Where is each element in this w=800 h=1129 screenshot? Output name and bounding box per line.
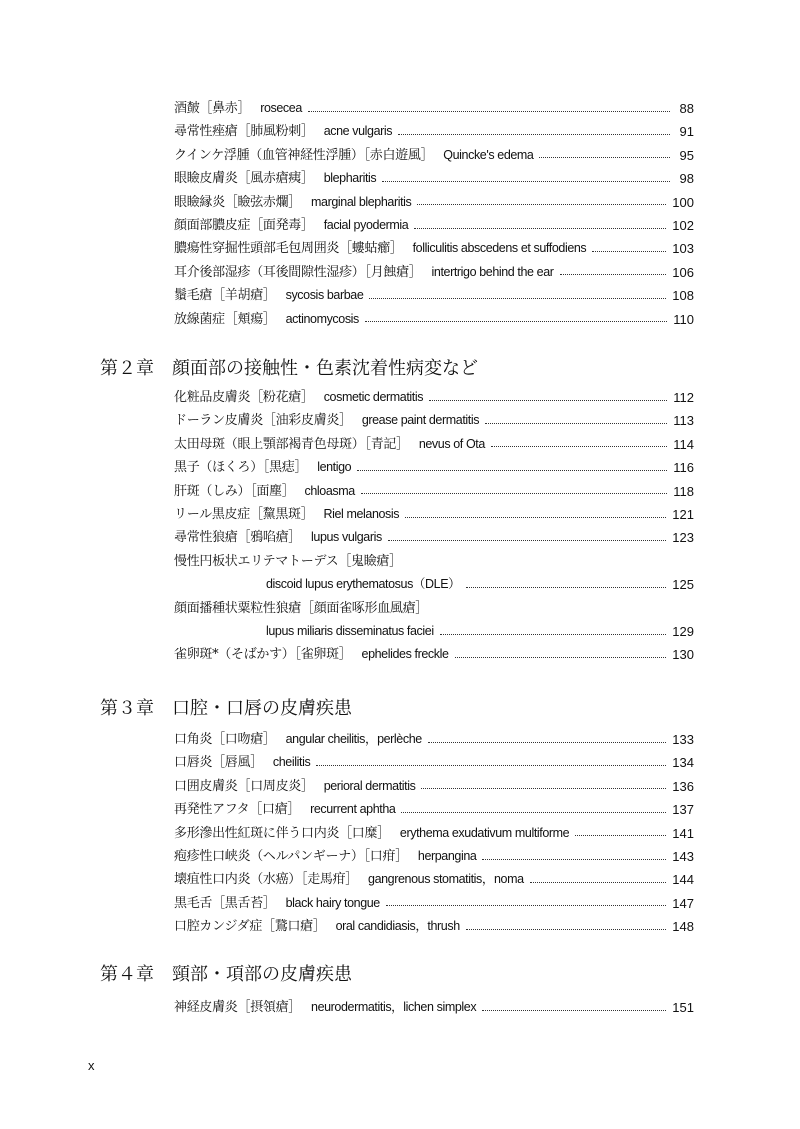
toc-entry xyxy=(174,996,694,1019)
toc-entry xyxy=(174,308,694,331)
dot-leader xyxy=(405,516,666,518)
toc-entry xyxy=(174,643,694,666)
entry-japanese-title: 肝斑（しみ）［面塵］ xyxy=(174,483,295,499)
entry-english-title: gangrenous stomatitis，noma xyxy=(368,872,524,887)
entry-page-number: 88 xyxy=(679,101,694,116)
entry-english-title: intertrigo behind the ear xyxy=(431,264,554,279)
toc-entry xyxy=(174,728,694,751)
entry-page-number: 136 xyxy=(672,778,694,794)
entry-english-title: herpangina xyxy=(417,848,477,863)
toc-entry xyxy=(174,261,694,284)
entry-page-number: 106 xyxy=(672,264,694,280)
entry-japanese-title: 顔面部膿皮症［面発毒］ xyxy=(174,217,314,233)
entry-english-title: erythema exudativum multiforme xyxy=(399,825,570,840)
entry-english-title: oral candidiasis，thrush xyxy=(335,919,460,934)
dot-leader xyxy=(417,203,666,205)
dot-leader xyxy=(575,834,666,836)
dot-leader xyxy=(539,156,670,158)
toc-entry xyxy=(174,892,694,915)
toc-entry xyxy=(174,845,694,868)
entry-page-number: 137 xyxy=(672,802,694,818)
entry-english-title: folliculitis abscedens et suffodiens xyxy=(412,241,587,256)
entry-page-number: 133 xyxy=(672,732,694,747)
entry-english-title: Quincke's edema xyxy=(443,147,534,162)
entry-page-number: 123 xyxy=(672,530,694,546)
entry-english-title: nevus of Ota xyxy=(418,436,485,451)
entry-page-number: 91 xyxy=(679,124,694,140)
entry-japanese-title: 放線菌症［頬瘍］ xyxy=(174,311,276,327)
dot-leader xyxy=(401,811,666,813)
dot-leader xyxy=(369,297,666,299)
dot-leader xyxy=(466,586,666,588)
entry-page-number: 102 xyxy=(672,217,694,233)
entry-japanese-title: 慢性円板状エリテマトーデス［鬼瞼瘡］ xyxy=(174,553,402,569)
dot-leader xyxy=(428,741,666,743)
entry-japanese-title: 顔面播種状粟粒性狼瘡［顔面雀啄形血風瘡］ xyxy=(174,600,429,616)
dot-leader xyxy=(440,633,667,635)
entry-japanese-title: 耳介後部湿疹（耳後間隙性湿疹）［月蝕瘡］ xyxy=(174,264,422,280)
entry-page-number: 121 xyxy=(672,506,694,522)
toc-group-chapter1-tail xyxy=(0,97,800,331)
entry-english-title: actinomycosis xyxy=(285,311,359,326)
entry-japanese-title: 口腔カンジダ症［鵞口瘡］ xyxy=(174,919,326,935)
toc-entry xyxy=(174,144,694,167)
entry-english-title: cheilitis xyxy=(272,755,311,770)
entry-page-number: 134 xyxy=(672,755,694,771)
chapter-2-heading xyxy=(100,356,700,382)
toc-entry xyxy=(174,433,694,456)
entry-english-title: lentigo xyxy=(317,460,352,475)
entry-english-title: blepharitis xyxy=(323,171,377,186)
entry-page-number: 112 xyxy=(673,390,694,405)
entry-english-title: Riel melanosis xyxy=(323,506,400,521)
entry-page-number: 108 xyxy=(672,288,694,304)
entry-japanese-title: 疱疹性口峡炎（ヘルパンギーナ）［口疳］ xyxy=(174,848,408,864)
toc-entry xyxy=(174,775,694,798)
entry-english-title: black hairy tongue xyxy=(285,895,380,910)
entry-japanese-title: 口囲皮膚炎［口周皮炎］ xyxy=(174,778,314,794)
entry-page-number: 125 xyxy=(672,577,694,593)
toc-entry xyxy=(174,480,694,503)
page-number-footer: x xyxy=(88,1058,95,1073)
entry-page-number: 98 xyxy=(679,171,694,187)
entry-english-title: sycosis barbae xyxy=(285,288,364,303)
entry-page-number: 95 xyxy=(679,147,694,163)
entry-japanese-title: 壊疽性口内炎（水癌）［走馬疳］ xyxy=(174,872,359,888)
dot-leader xyxy=(491,445,667,447)
toc-entry xyxy=(174,409,694,432)
toc-entry xyxy=(174,798,694,821)
dot-leader xyxy=(357,469,667,471)
entry-english-title: facial pyodermia xyxy=(323,217,409,232)
entry-page-number: 129 xyxy=(672,623,694,639)
chapter-number: 第３章 xyxy=(100,698,154,719)
entry-line-1 xyxy=(174,550,694,573)
dot-leader xyxy=(482,858,666,860)
toc-entry xyxy=(174,526,694,549)
entry-page-number: 151 xyxy=(672,1000,694,1015)
toc-entry-wrapped xyxy=(174,597,694,644)
entry-english-title: lupus vulgaris xyxy=(311,530,382,545)
entry-page-number: 148 xyxy=(672,919,694,935)
chapter-number: 第４章 xyxy=(100,964,154,985)
toc-entry xyxy=(174,456,694,479)
toc-entry xyxy=(174,214,694,237)
entry-page-number: 113 xyxy=(673,413,694,429)
toc-group-chapter2 xyxy=(0,386,800,667)
toc-entry xyxy=(174,751,694,774)
dot-leader xyxy=(388,539,666,541)
dot-leader xyxy=(398,133,670,135)
entry-japanese-title: 膿瘍性穿掘性頭部毛包周囲炎［螻蛄癤］ xyxy=(174,241,403,257)
entry-page-number: 116 xyxy=(673,460,694,476)
entry-line-2 xyxy=(256,573,694,596)
entry-english-title: angular cheilitis，perlèche xyxy=(285,732,422,746)
dot-leader xyxy=(316,764,666,766)
dot-leader xyxy=(365,320,667,322)
entry-page-number: 118 xyxy=(673,483,694,499)
toc-entry xyxy=(174,915,694,938)
entry-page-number: 110 xyxy=(673,311,694,327)
toc-entry xyxy=(174,868,694,891)
toc-entry xyxy=(174,822,694,845)
entry-japanese-title: 鬚毛瘡［羊胡瘡］ xyxy=(174,288,276,304)
dot-leader xyxy=(530,881,667,883)
chapter-title: 顔面部の接触性・色素沈着性病変など xyxy=(172,358,478,379)
entry-line-1 xyxy=(174,597,694,620)
chapter-4-heading xyxy=(100,962,700,988)
entry-english-title: cosmetic dermatitis xyxy=(323,390,424,404)
entry-english-title: chloasma xyxy=(304,483,355,498)
entry-line-2 xyxy=(256,620,694,643)
entry-page-number: 114 xyxy=(673,436,694,452)
toc-group-chapter4 xyxy=(0,996,800,1019)
entry-japanese-title: 化粧品皮膚炎［粉花瘡］ xyxy=(174,390,314,405)
toc-entry xyxy=(174,97,694,120)
entry-english-title: lupus miliaris disseminatus faciei xyxy=(266,623,434,638)
dot-leader xyxy=(482,1009,666,1011)
dot-leader xyxy=(382,180,670,182)
chapter-title: 口腔・口唇の皮膚疾患 xyxy=(172,698,352,719)
entry-page-number: 100 xyxy=(672,194,694,210)
entry-english-title: recurrent aphtha xyxy=(310,802,396,817)
entry-english-title: grease paint dermatitis xyxy=(361,413,480,428)
dot-leader xyxy=(560,273,667,275)
toc-entry xyxy=(174,386,694,409)
toc-entry xyxy=(174,120,694,143)
entry-japanese-title: 尋常性痤瘡［肺風粉刺］ xyxy=(174,124,314,140)
entry-japanese-title: 口角炎［口吻瘡］ xyxy=(174,732,276,747)
entry-japanese-title: 尋常性狼瘡［鴉啗瘡］ xyxy=(174,530,302,546)
dot-leader xyxy=(421,787,666,789)
entry-page-number: 143 xyxy=(672,848,694,864)
chapter-title: 頸部・項部の皮膚疾患 xyxy=(172,964,352,985)
entry-english-title: ephelides freckle xyxy=(361,647,449,662)
dot-leader xyxy=(386,904,666,906)
toc-entry-wrapped xyxy=(174,550,694,597)
toc-group-chapter3 xyxy=(0,728,800,939)
toc-entry xyxy=(174,237,694,260)
toc-entry xyxy=(174,167,694,190)
entry-english-title: neurodermatitis，lichen simplex xyxy=(311,1000,477,1014)
dot-leader xyxy=(414,227,666,229)
dot-leader xyxy=(429,399,667,401)
entry-japanese-title: 眼瞼皮膚炎［風赤瘡痍］ xyxy=(174,171,314,187)
toc-entry xyxy=(174,284,694,307)
entry-japanese-title: 太田母斑（眼上顎部褐青色母斑）［青記］ xyxy=(174,436,409,452)
entry-english-title: discoid lupus erythematosus（DLE） xyxy=(266,577,461,592)
entry-english-title: rosecea xyxy=(260,101,302,115)
entry-page-number: 147 xyxy=(672,895,694,911)
toc-entry xyxy=(174,191,694,214)
entry-japanese-title: 多形滲出性紅斑に伴う口内炎［口糜］ xyxy=(174,825,390,841)
entry-page-number: 144 xyxy=(672,872,694,888)
dot-leader xyxy=(308,110,670,112)
dot-leader xyxy=(361,492,667,494)
chapter-number: 第２章 xyxy=(100,358,154,379)
toc-entry xyxy=(174,503,694,526)
entry-japanese-title: 再発性アフタ［口瘡］ xyxy=(174,802,301,818)
entry-english-title: marginal blepharitis xyxy=(311,194,412,209)
entry-page-number: 103 xyxy=(672,241,694,257)
entry-japanese-title: クインケ浮腫（血管神経性浮腫）［赤白遊風］ xyxy=(174,147,434,163)
entry-english-title: perioral dermatitis xyxy=(323,778,416,793)
dot-leader xyxy=(466,928,667,930)
chapter-3-heading xyxy=(100,696,700,722)
entry-japanese-title: リール黒皮症［黧黒斑］ xyxy=(174,506,314,522)
entry-english-title: acne vulgaris xyxy=(323,124,393,139)
entry-japanese-title: 眼瞼縁炎［瞼弦赤爛］ xyxy=(174,194,302,210)
entry-japanese-title: 雀卵斑*（そばかす）［雀卵斑］ xyxy=(174,647,352,663)
entry-japanese-title: 黒子（ほくろ）［黒痣］ xyxy=(174,460,308,476)
entry-japanese-title: 黒毛舌［黒舌苔］ xyxy=(174,895,276,911)
entry-japanese-title: 口唇炎［唇風］ xyxy=(174,755,263,771)
entry-page-number: 141 xyxy=(672,825,694,841)
entry-japanese-title: ドーラン皮膚炎［油彩皮膚炎］ xyxy=(174,413,352,429)
entry-page-number: 130 xyxy=(672,647,694,663)
entry-japanese-title: 神経皮膚炎［摂領瘡］ xyxy=(174,1000,302,1015)
dot-leader xyxy=(485,422,667,424)
dot-leader xyxy=(455,656,667,658)
entry-japanese-title: 酒皶［鼻赤］ xyxy=(174,101,251,116)
dot-leader xyxy=(592,250,666,252)
